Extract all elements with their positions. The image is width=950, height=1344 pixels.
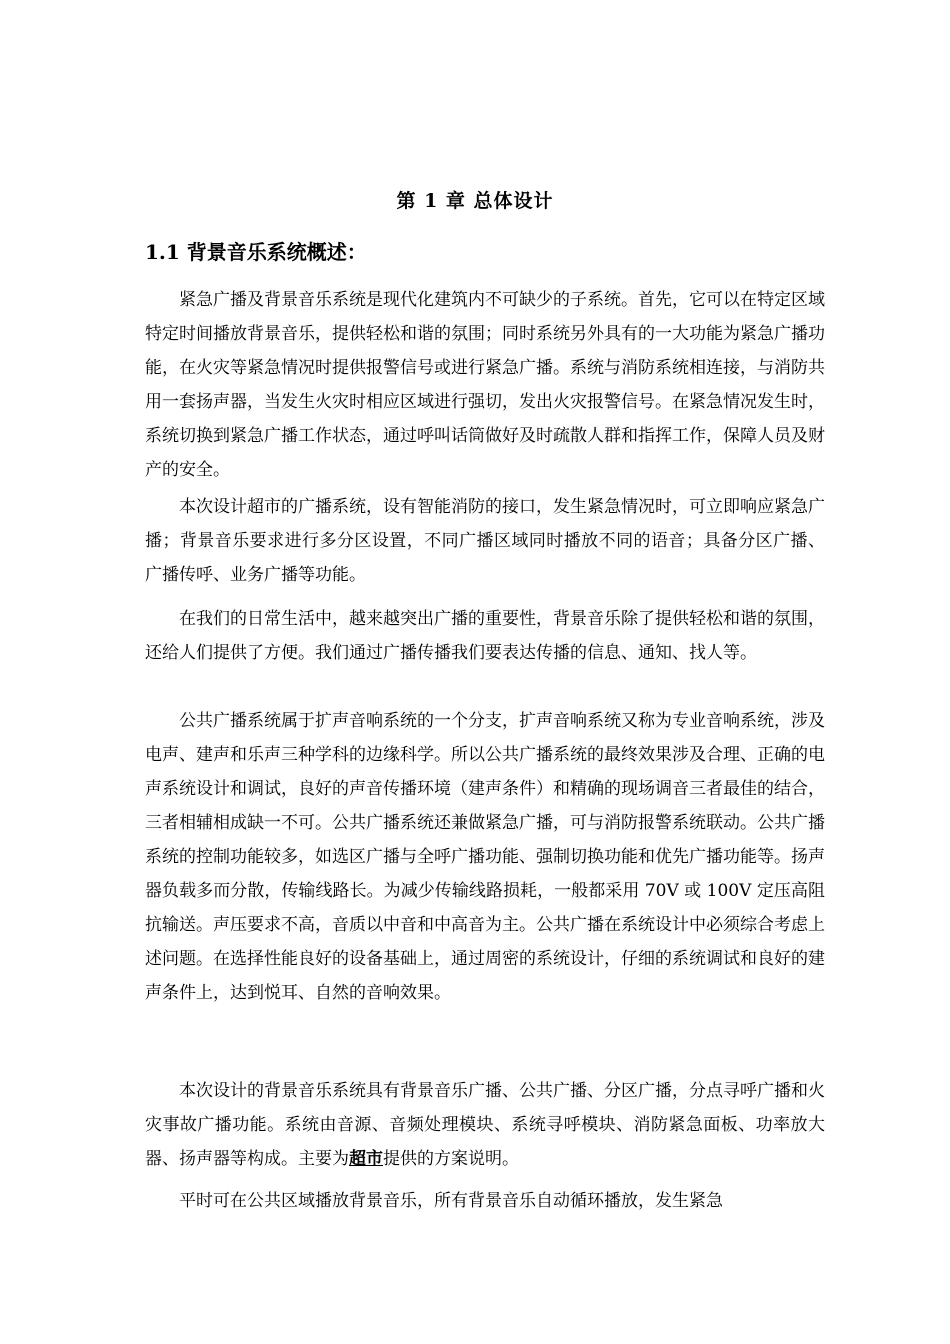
paragraph-system-functions-text: 本次设计的背景音乐系统具有背景音乐广播、公共广播、分区广播，分点寻呼广播和火灾事故广播功能。系统由音源、音频处理模块、系统寻呼模块、消防紧急面板、功率放大器、扬声器等构成。主要为 xyxy=(145,1081,825,1169)
paragraph-normal-operation: 平时可在公共区域播放背景音乐，所有背景音乐自动循环播放，发生紧急 xyxy=(179,1191,723,1211)
paragraph-overview: 紧急广播及背景音乐系统是现代化建筑内不可缺少的子系统。首先，它可以在特定区域特定时间播放背景音乐，提供轻松和谐的氛围；同时系统另外具有的一大功能为紧急广播功能，在火灾等紧急情况时提供报警信号或进行紧急广播。系统与消防系统相连接，与消防共用一套扬声器，当发生火灾时相应区域进行强切，发出火灾报警信号。在紧急情况发生时，系统切换到紧急广播工作状态，通过呼叫话筒做好及时疏散人群和指挥工作，保障人员及财产的安全。 xyxy=(145,290,825,480)
paragraph-system-functions-tail: 提供的方案说明。 xyxy=(383,1149,519,1169)
paragraph-system-functions xyxy=(145,1074,825,1176)
section-title: 1.1 背景音乐系统概述： xyxy=(145,240,367,264)
paragraph-supermarket-design: 本次设计超市的广播系统，设有智能消防的接口，发生紧急情况时，可立即响应紧急广播；背景音乐要求进行多分区设置，不同广播区域同时播放不同的语音；具备分区广播、 广播传呼、业务广播等功能。 xyxy=(145,497,825,585)
chapter-title: 第 1 章 总体设计 xyxy=(396,190,554,212)
supermarket-link[interactable]: 超市 xyxy=(349,1149,383,1169)
paragraph-public-address: 公共广播系统属于扩声音响系统的一个分支，扩声音响系统又称为专业音响系统，涉及电声、建声和乐声三种学科的边缘科学。所以公共广播系统的最终效果涉及合理、正确的电声系统设计和调试，良好的声音传播环境（建声条件）和精确的现场调音三者最佳的结合，三者相辅相成缺一不可。公共广播系统还兼做紧急广播，可与消防报警系统联动。公共广播系统的控制功能较多，如选区广播与全呼广播功能、强制切换功能和优先广播功能等。扬声器负载多而分散，传输线路长。为减少传输线路损耗，一般都采用 70V 或 100V 定压高阻抗输送。声压要求不高，音质以中音和中高音为主。公共广播在系统设计中必须综合考虑上述问题。在选择性能良好的设备基础上，通过周密的系统设计，仔细的系统调试和良好的建声条件上，达到悦耳、自然的音响效果。 xyxy=(145,711,825,1003)
paragraph-daily-life: 在我们的日常生活中，越来越突出广播的重要性，背景音乐除了提供轻松和谐的氛围，还给人们提供了方便。我们通过广播传播我们要表达传播的信息、通知、找人等。 xyxy=(145,609,825,663)
